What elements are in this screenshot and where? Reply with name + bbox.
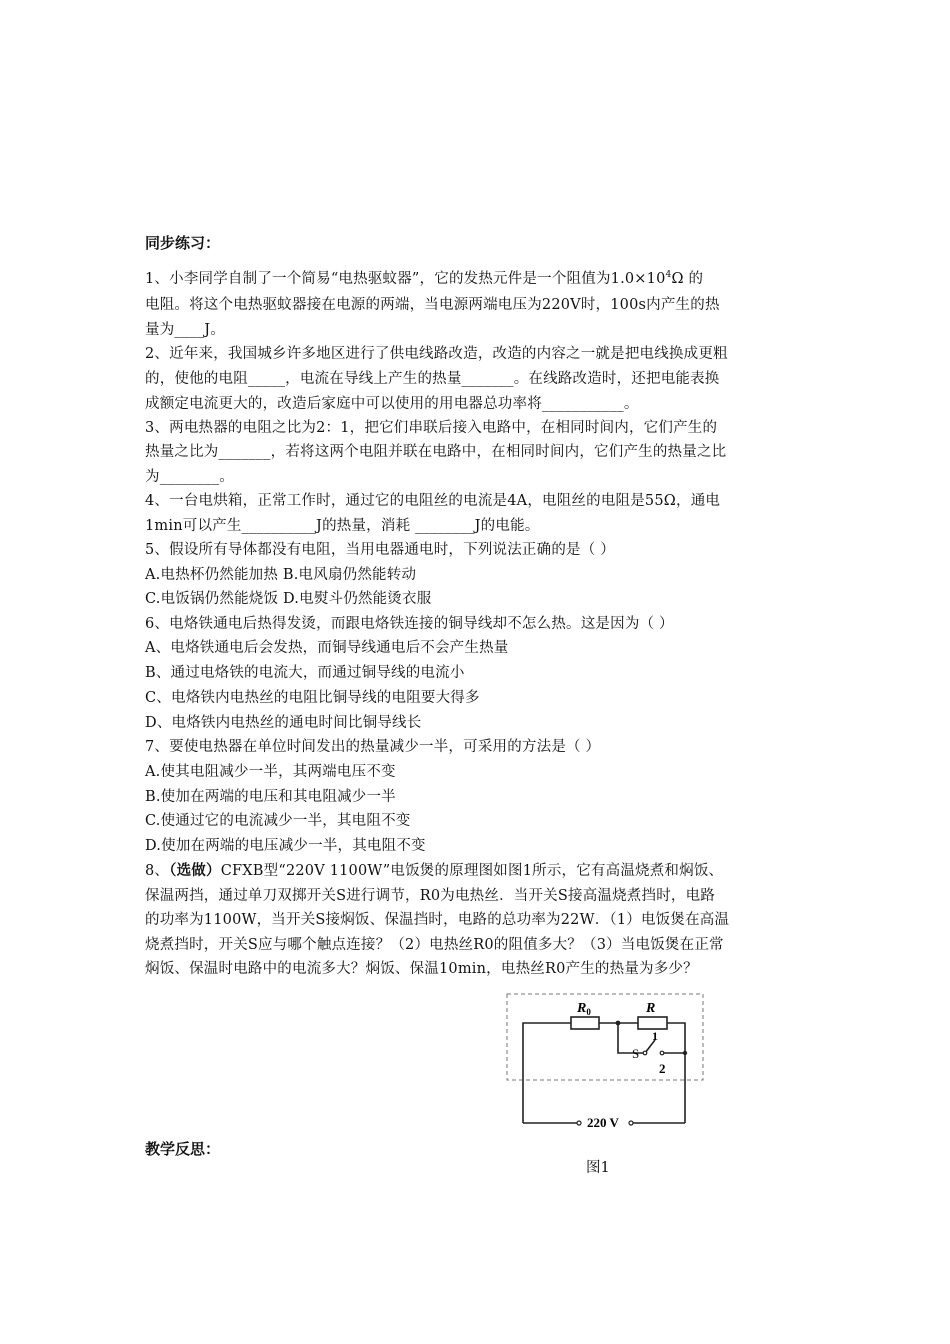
reflection-title: 教学反思： [145,1140,221,1158]
voltage-label: 220 V [587,1115,619,1130]
q5-options-ab: A.电热杯仍然能加热 B.电风扇仍然能转动 [145,567,417,583]
q8-line-2: 保温两挡，通过单刀双掷开关S进行调节，R0为电热丝．当开关S接高温烧煮挡时，电路 [145,888,716,904]
figure-caption: 图1 [586,1160,610,1176]
q6-option-a: A、电烙铁通电后会发热，而铜导线通电后不会产生热量 [145,640,509,656]
q7-stem: 7、要使电热器在单位时间发出的热量减少一半，可采用的方法是（ ） [145,739,601,755]
q3-line-2: 热量之比为_______，若将这两个电阻并联在电路中，在相同时间内，它们产生的热量之比 [145,444,727,460]
q8-line-3: 的功率为1100W，当开关S接焖饭、保温挡时，电路的总功率为22W．（1）电饭煲在高温 [145,912,730,928]
dashed-enclosure [507,994,703,1080]
q8-line-1: 8、（选做）CFXB型“220V 1100W”电饭煲的原理图如图1所示，它有高温烧煮和焖饭、 [145,862,724,879]
q2-line-1: 2、近年来，我国城乡许多地区进行了供电线路改造，改造的内容之一就是把电线换成更粗 [145,346,728,362]
q8-line-5: 焖饭、保温时电路中的电流多大？焖饭、保温10min，电热丝R0产生的热量为多少？ [145,961,698,977]
resistor-r0 [571,1017,599,1029]
contact-2-label: 2 [659,1061,666,1076]
resistor-r [638,1017,667,1029]
q5-options-cd: C.电饭锅仍然能烧饭 D.电熨斗仍然能烫衣服 [145,591,432,607]
q2-line-3: 成额定电流更大的，改造后家庭中可以使用的用电器总功率将___________。 [145,396,639,412]
switch-label: S [632,1046,640,1061]
q5-stem: 5、假设所有导体都没有电阻，当用电器通电时，下列说法正确的是（ ） [145,542,615,558]
r-label: R [646,1001,656,1016]
terminal-left [577,1121,581,1125]
terminal-right [629,1121,633,1125]
q7-option-a: A.使其电阻减少一半，其两端电压不变 [145,764,396,780]
q1-line-1: 1、小李同学自制了一个简易“电热驱蚊器”，它的发热元件是一个阻值为$1.0\times 10^4\Omega$ 的 [145,270,704,287]
contact-1-label: 1 [652,1029,658,1043]
q1-line-3: 量为____J。 [145,322,225,338]
q6-option-c: C、电烙铁内电热丝的电阻比铜导线的电阻要大得多 [145,690,480,706]
q8-optional-tag: （选做） [169,862,221,879]
q2-line-2: 的，使他的电阻_____，电流在导线上产生的热量_______。在线路改造时，还把电能表换 [145,371,720,387]
q8-line-4: 烧煮挡时，开关S应与哪个触点连接？（2）电热丝R0的阻值多大？（3）当电饭煲在正常 [145,937,724,953]
q3-line-1: 3、两电热器的电阻之比为2：1，把它们串联后接入电路中，在相同时间内，它们产生的 [145,420,718,436]
q6-option-b: B、通过电烙铁的电流大，而通过铜导线的电流小 [145,665,465,681]
r0-label: $R_0$ [577,1001,591,1017]
q7-option-c: C.使通过它的电流减少一半，其电阻不变 [145,813,411,829]
q7-option-d: D.使加在两端的电压减少一半，其电阻不变 [145,838,426,854]
q1-line-2: 电阻。将这个电热驱蚊器接在电源的两端，当电源两端电压为220V时，100s内产生的热 [145,297,720,313]
section-title: 同步练习： [145,234,221,252]
q4-line-1: 4、一台电烘箱，正常工作时，通过它的电阻丝的电流是4A，电阻丝的电阻是55Ω，通电 [145,493,721,509]
q3-line-3: 为________。 [145,469,234,485]
q7-option-b: B.使加在两端的电压和其电阻减少一半 [145,789,396,805]
q4-line-2: 1min可以产生__________J的热量，消耗 ________J的电能。 [145,518,540,534]
q6-stem: 6、电烙铁通电后热得发烫，而跟电烙铁连接的铜导线却不怎么热。这是因为（ ） [145,616,674,632]
circuit-diagram [505,990,705,1135]
q6-option-d: D、电烙铁内电热丝的通电时间比铜导线长 [145,715,422,731]
